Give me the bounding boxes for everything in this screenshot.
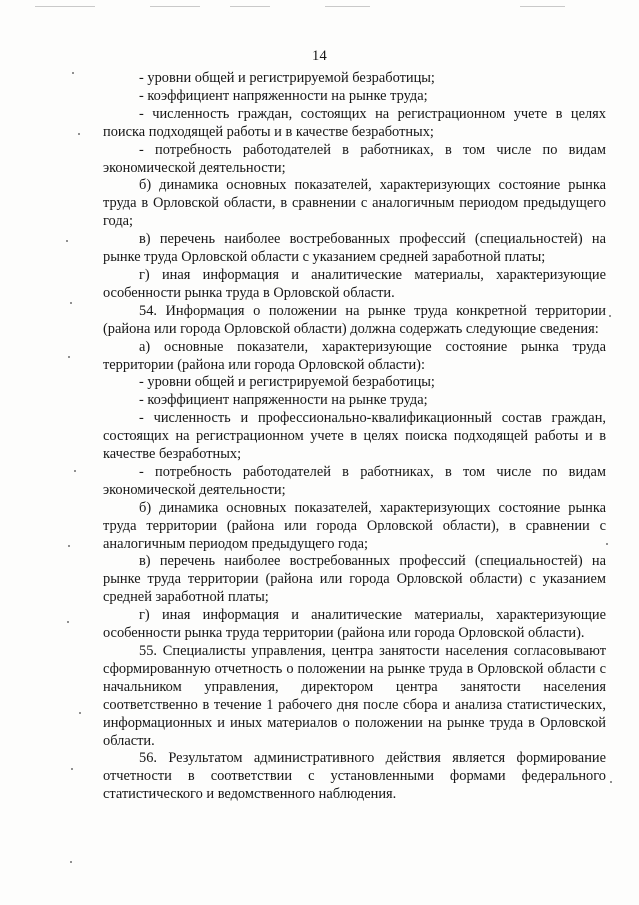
scan-speck	[72, 72, 74, 74]
paragraph-other-info-territory: г) иная информация и аналитические материалы, характеризующие особенности рынка труда территории (района или города Орловской области).	[103, 607, 606, 642]
scan-speck	[67, 621, 69, 623]
scan-speck	[66, 240, 68, 242]
paragraph-dynamics-region: б) динамика основных показателей, характеризующих состояние рынка труда в Орловской области, в сравнении с аналогичным периодом предыдущего года;	[103, 177, 606, 230]
list-item-tension-coefficient: - коэффициент напряженности на рынке труда;	[139, 87, 428, 104]
scan-speck	[79, 712, 81, 714]
scan-speck	[68, 356, 70, 358]
paragraph-dynamics-territory: б) динамика основных показателей, характеризующих состояние рынка труда территории (района или города Орловской области), в сравнении с аналогичным периодом предыдущего года;	[103, 499, 606, 552]
paragraph-other-info-region: г) иная информация и аналитические материалы, характеризующие особенности рынка труда в Орловской области.	[103, 266, 606, 301]
document-body	[103, 70, 606, 804]
scan-edge-mark	[35, 6, 95, 7]
list-item-employer-demand: - потребность работодателей в работниках, в том числе по видам экономической деятельности;	[103, 141, 606, 176]
scan-speck	[74, 470, 76, 472]
scan-edge-mark	[325, 6, 370, 7]
scan-speck	[70, 302, 72, 304]
clause-56: 56. Результатом административного действия является формирование отчетности в соответствии с установленными формами федерального статистического и ведомственного наблюдения.	[103, 750, 606, 803]
paragraph-professions-territory: в) перечень наиболее востребованных профессий (специальностей) на рынке труда территории (района или города Орловской области) с указанием средней заработной платы;	[103, 553, 606, 606]
scan-edge-mark	[150, 6, 200, 7]
scan-speck	[68, 545, 70, 547]
scan-edge-mark	[520, 6, 565, 7]
clause-54: 54. Информация о положении на рынке труда конкретной территории (района или города Орловской области) должна содержать следующие сведения:	[103, 302, 606, 337]
scan-edge-mark	[230, 6, 270, 7]
paragraph-professions-region: в) перечень наиболее востребованных профессий (специальностей) на рынке труда Орловской области с указанием средней заработной платы;	[103, 231, 606, 266]
scan-speck	[610, 781, 612, 783]
list-item-unemployment-levels-territory: - уровни общей и регистрируемой безработицы;	[139, 374, 435, 391]
scan-speck	[78, 133, 80, 135]
scan-speck	[70, 861, 72, 863]
list-item-employer-demand-territory: - потребность работодателей в работниках, в том числе по видам экономической деятельности;	[103, 463, 606, 498]
scan-speck	[71, 768, 73, 770]
list-item-tension-coefficient-territory: - коэффициент напряженности на рынке труда;	[139, 392, 428, 409]
list-item-citizen-composition-territory: - численность и профессионально-квалификационный состав граждан, состоящих на регистрационном учете в целях поиска подходящей работы и в качестве безработных;	[103, 410, 606, 463]
page-number: 14	[312, 48, 327, 64]
clause-55: 55. Специалисты управления, центра занятости населения согласовывают сформированную отчетность о положении на рынке труда в Орловской области с начальником управления, директором центра занятости населения соответственно в течение 1 рабочего дня после сбора и анализа статистических, информационных и иных материалов о положении на рынке труда в Орловской области.	[103, 643, 606, 749]
scan-speck	[609, 315, 611, 317]
scan-speck	[606, 543, 608, 545]
paragraph-main-indicators-territory: а) основные показатели, характеризующие состояние рынка труда территории (района или города Орловской области):	[103, 338, 606, 373]
list-item-registered-citizens: - численность граждан, состоящих на регистрационном учете в целях поиска подходящей работы и в качестве безработных;	[103, 105, 606, 140]
list-item-unemployment-levels: - уровни общей и регистрируемой безработицы;	[139, 70, 435, 86]
